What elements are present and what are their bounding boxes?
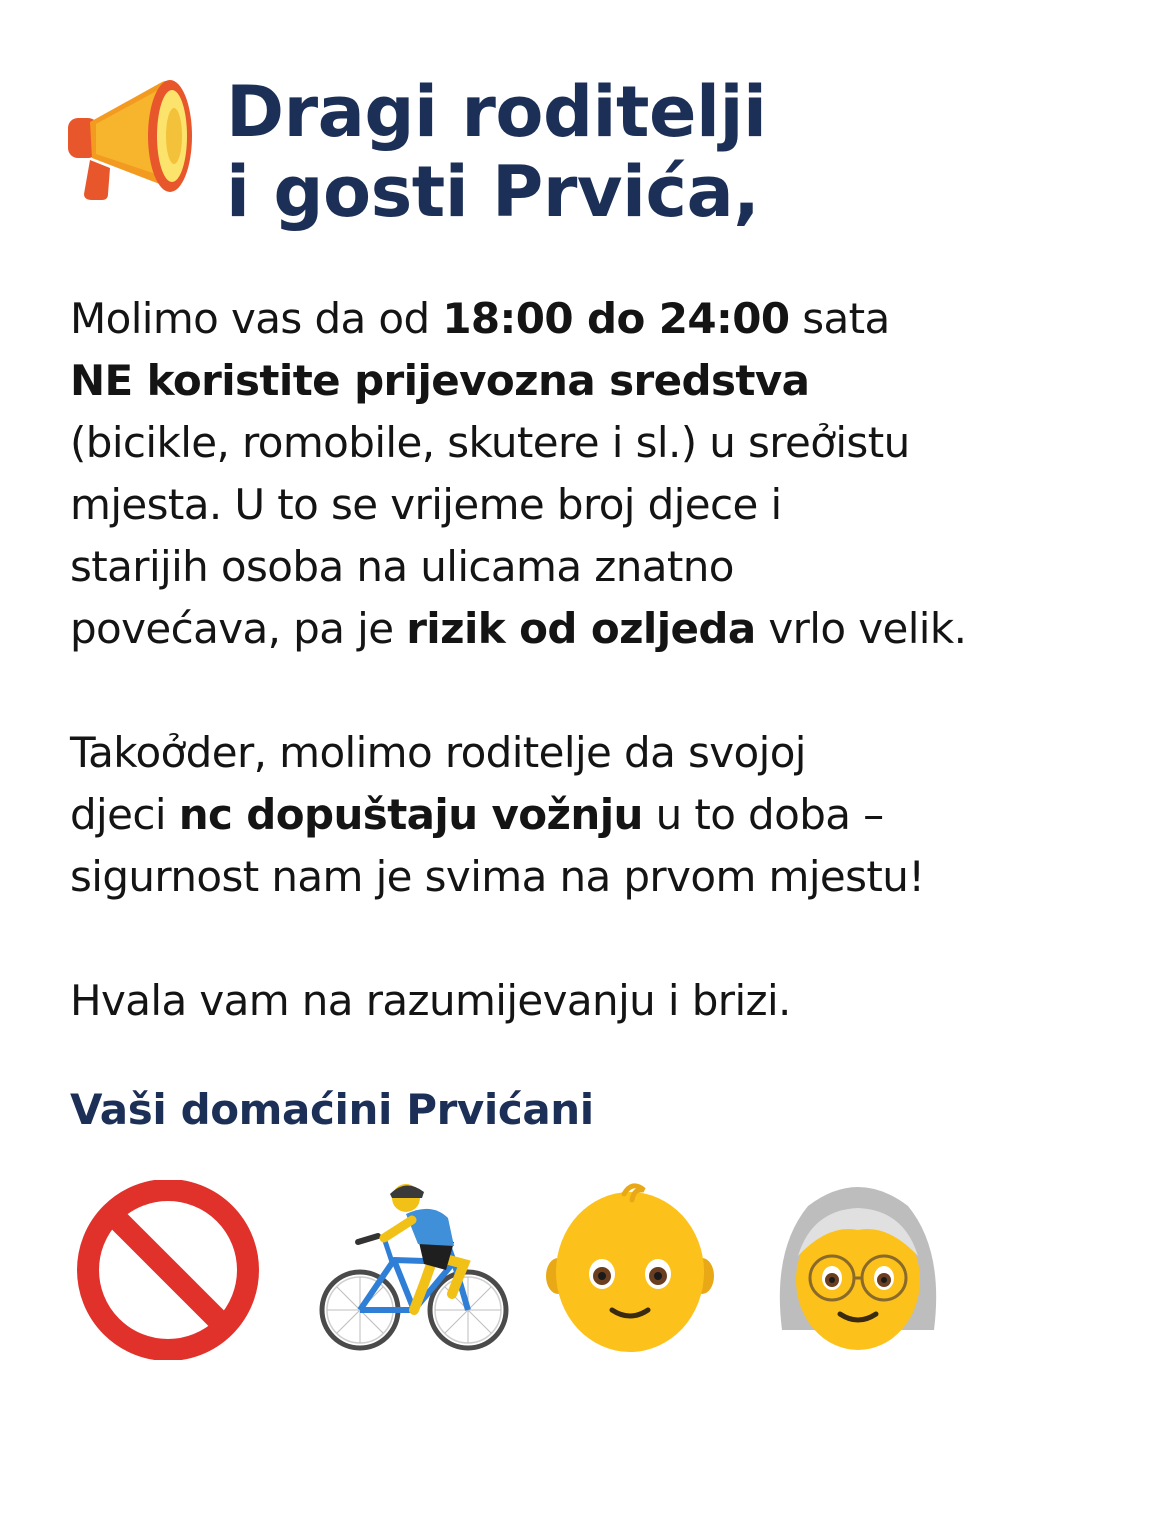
title-line-2: i gosti Prvića,: [226, 151, 760, 233]
text-line: [70, 288, 1110, 350]
emoji-row: [70, 1180, 970, 1360]
risk-emphasis: rizik od ozljeda: [406, 604, 756, 653]
title-line-1: Dragi roditelji: [226, 71, 767, 153]
text-line: (bicikle, romobile, skutere i sl.) u sreởistu: [70, 418, 910, 467]
text-segment: vrlo velik.: [755, 604, 967, 653]
text-segment: djeci: [70, 790, 179, 839]
time-range: 18:00 do 24:00: [442, 294, 790, 343]
text-segment: povećava, pa je: [70, 604, 407, 653]
text-line: sigurnost nam je svima na prvom mjestu!: [70, 852, 925, 901]
megaphone-icon: [62, 72, 202, 212]
text-line: [70, 784, 1110, 846]
paragraph-thanks: [70, 970, 1110, 1032]
grandma-icon: [768, 1180, 948, 1360]
text-line: [70, 598, 1110, 660]
text-line: Hvala vam na razumijevanju i brizi.: [70, 976, 791, 1025]
text-line: Takoởder, molimo roditelje da svojoj: [70, 728, 806, 777]
signature: Vaši domaćini Prvićani: [70, 1085, 594, 1134]
text-line: starijih osoba na ulicama znatno: [70, 542, 734, 591]
warning-emphasis: NE koristite prijevozna sredstva: [70, 356, 810, 405]
baby-icon: [540, 1180, 720, 1360]
paragraph-request: [70, 288, 1110, 660]
notice-body: [70, 288, 1110, 1032]
text-segment: sata: [789, 294, 890, 343]
text-line: [70, 350, 1110, 412]
text-line: mjesta. U to se vrijeme broj djece i: [70, 480, 782, 529]
ride-emphasis: nc dopuštaju vožnju: [178, 790, 643, 839]
page-title: [226, 72, 766, 232]
prohibited-icon: [70, 1180, 266, 1360]
cyclist-icon: [314, 1180, 514, 1360]
text-segment: u to doba –: [642, 790, 884, 839]
header: [62, 72, 766, 232]
text-segment: Molimo vas da od: [70, 294, 443, 343]
paragraph-parents: [70, 722, 1110, 908]
